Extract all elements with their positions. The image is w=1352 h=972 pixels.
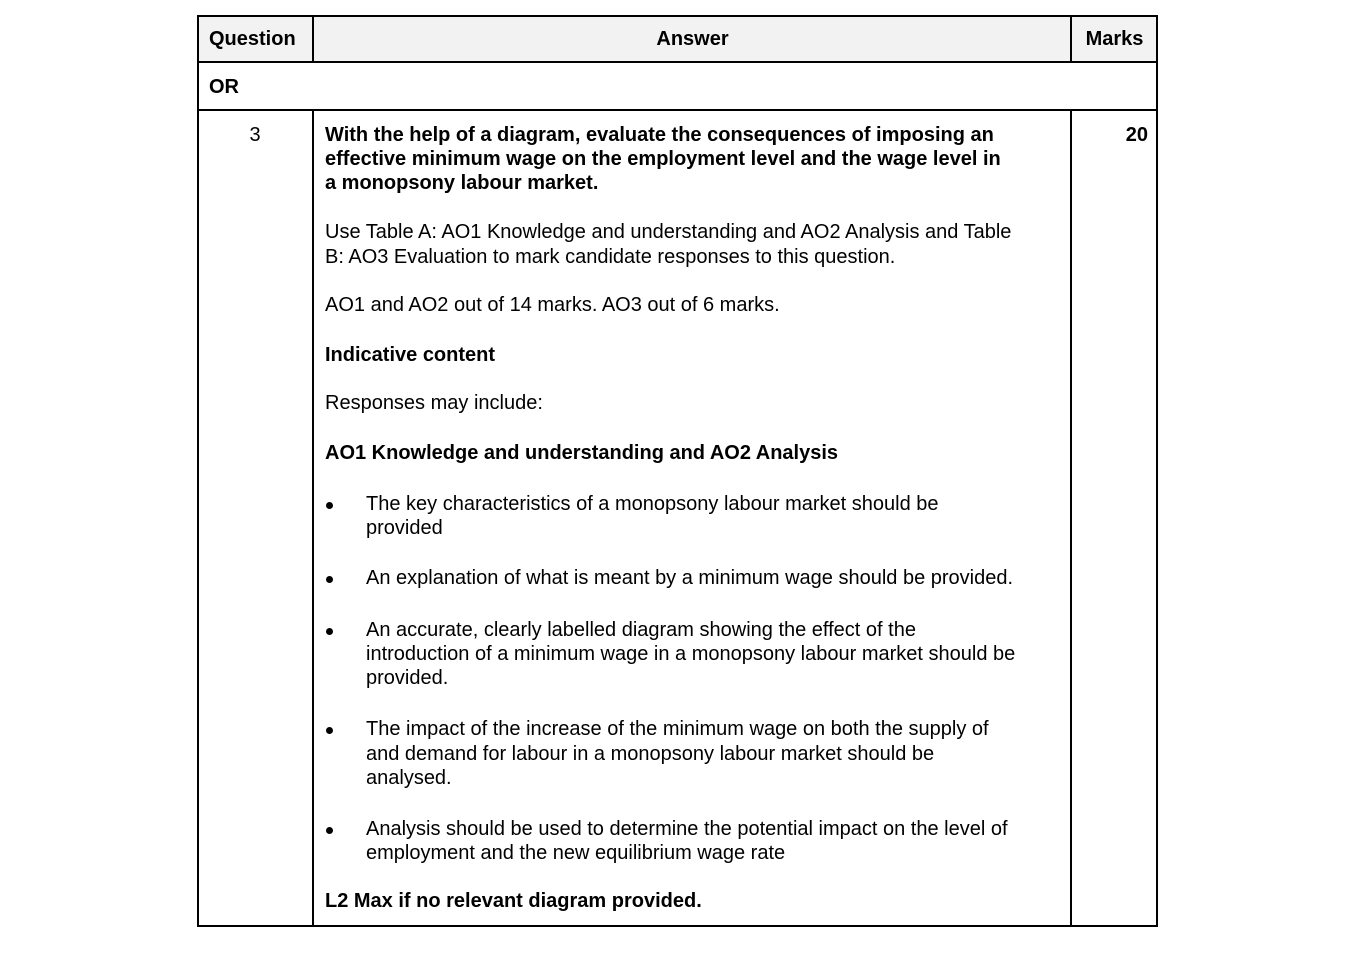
instruction-line: B: AO3 Evaluation to mark candidate responses to this question.: [325, 246, 896, 268]
marks-cell: [1070, 109, 1158, 927]
prompt-line: With the help of a diagram, evaluate the consequences of imposing an: [325, 124, 994, 146]
marks-value: 20: [1125, 124, 1148, 146]
ao-heading: AO1 Knowledge and understanding and AO2 Analysis: [325, 442, 839, 464]
footer-note: L2 Max if no relevant diagram provided.: [325, 890, 702, 912]
bullet-line: introduction of a minimum wage in a monopsony labour market should be: [366, 643, 1016, 665]
bullet-line: An accurate, clearly labelled diagram showing the effect of the: [366, 619, 916, 641]
bullet-line: provided: [366, 517, 443, 539]
bullet-line: and demand for labour in a monopsony labour market should be: [366, 743, 935, 765]
header-question: Question: [209, 28, 296, 50]
responses-intro: Responses may include:: [325, 392, 543, 414]
indicative-heading: Indicative content: [325, 344, 496, 366]
instruction-line: Use Table A: AO1 Knowledge and understanding and AO2 Analysis and Table: [325, 221, 1012, 243]
bullet-icon: [326, 827, 333, 834]
prompt-line: effective minimum wage on the employment level and the wage level in: [325, 148, 1001, 170]
header-marks: Marks: [1085, 28, 1144, 50]
bullet-icon: [326, 576, 333, 583]
bullet-line: The impact of the increase of the minimum wage on both the supply of: [366, 718, 989, 740]
bullet-line: provided.: [366, 667, 449, 689]
bullet-icon: [326, 727, 333, 734]
header-answer: Answer: [656, 28, 729, 50]
bullet-icon: [326, 628, 333, 635]
bullet-line: An explanation of what is meant by a minimum wage should be provided.: [366, 567, 1014, 589]
bullet-line: employment and the new equilibrium wage rate: [366, 842, 786, 864]
question-cell: [197, 109, 314, 927]
bullet-line: analysed.: [366, 767, 452, 789]
or-label: OR: [209, 76, 239, 98]
prompt-line: a monopsony labour market.: [325, 172, 599, 194]
bullet-icon: [326, 502, 333, 509]
or-row: [197, 61, 1158, 111]
question-number: 3: [249, 124, 261, 146]
bullet-line: The key characteristics of a monopsony labour market should be: [366, 493, 939, 515]
marks-split: AO1 and AO2 out of 14 marks. AO3 out of 6 marks.: [325, 294, 780, 316]
bullet-line: Analysis should be used to determine the potential impact on the level of: [366, 818, 1008, 840]
